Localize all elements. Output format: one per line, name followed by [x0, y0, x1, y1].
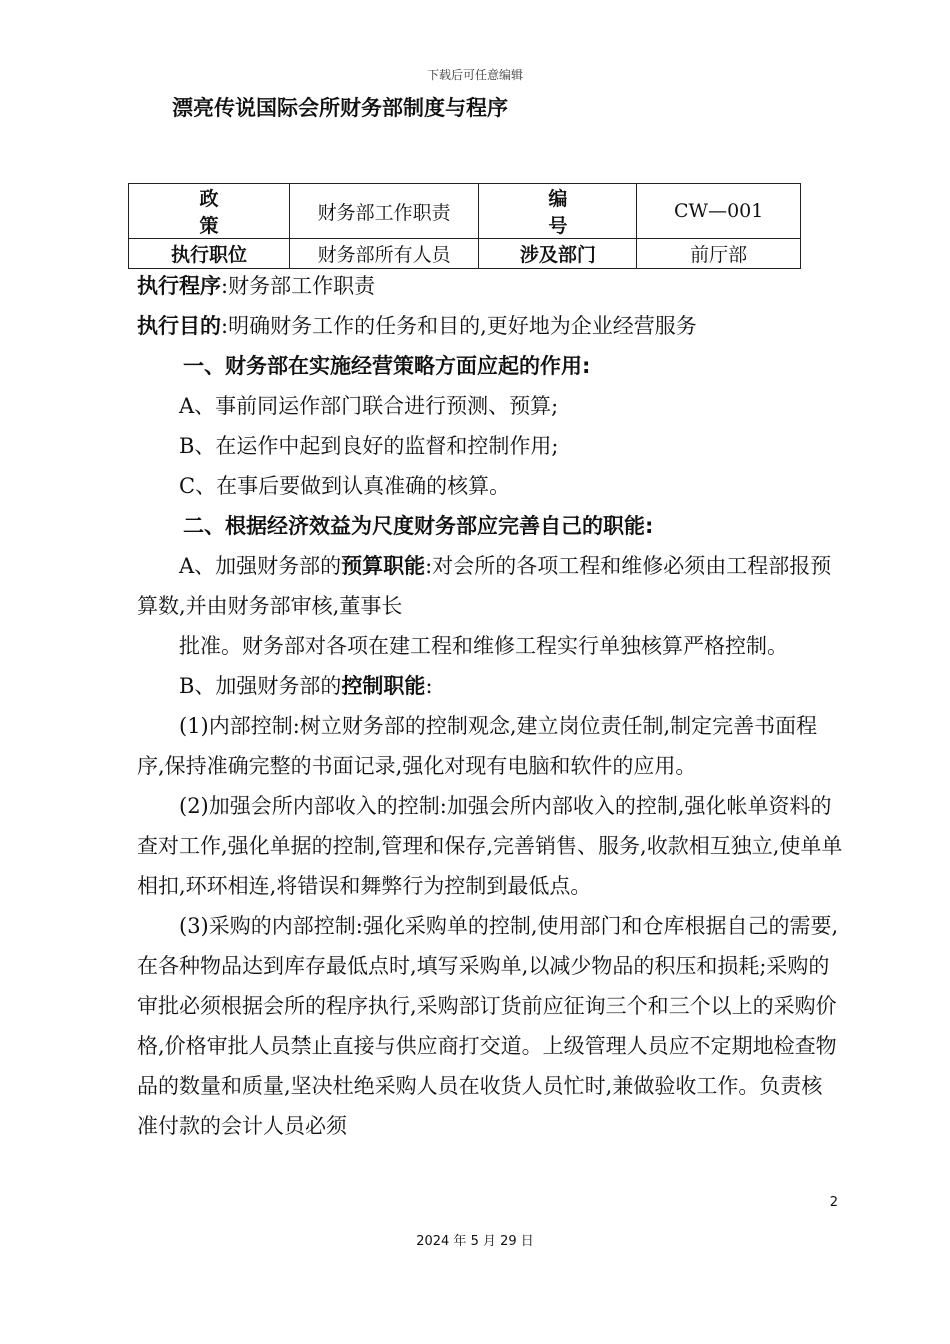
value-policy: 财务部工作职责 [289, 184, 478, 239]
budget-paragraph [137, 546, 843, 626]
footer-date: 2024 年 5 月 29 日 [416, 1234, 534, 1249]
procedure-line [137, 266, 843, 306]
control-paragraph [137, 666, 843, 706]
purpose-line [137, 306, 843, 346]
internal-control-paragraph: (1)内部控制:树立财务部的控制观念,建立岗位责任制,制定完善书面程序,保持准确完整的书面记录,强化对现有电脑和软件的应用。 [137, 714, 818, 778]
list-item: A、事前同运作部门联合进行预测、预算; [179, 394, 559, 418]
control-prefix: B、加强财务部的 [179, 674, 342, 698]
section-1-heading: 一、财务部在实施经营策略方面应起的作用: [183, 354, 591, 378]
control-suffix: : [425, 674, 433, 698]
list-item: C、在事后要做到认真准确的核算。 [179, 474, 511, 498]
value-code: CW—001 [637, 184, 801, 239]
procedure-value: :财务部工作职责 [221, 274, 376, 298]
purpose-value: :明确财务工作的任务和目的,更好地为企业经营服务 [221, 314, 697, 338]
list-item: B、在运作中起到良好的监督和控制作用; [179, 434, 559, 458]
purchasing-control-paragraph: (3)采购的内部控制:强化采购单的控制,使用部门和仓库根据自己的需要,在各种物品达到库存最低点时,填写采购单,以减少物品的积压和损耗;采购的审批必须根据会所的程序执行,采购部订货前应征询三个和三个以上的采购价格,价格审批人员禁止直接与供应商打交道。上级管理人员应不定期地检查物品的数量和质量,坚决杜绝采购人员在收货人员忙时,兼做验收工作。负责核准付款的会计人员必须 [137, 914, 839, 1138]
section-2-heading: 二、根据经济效益为尺度财务部应完善自己的职能: [183, 514, 654, 538]
value-department: 前厅部 [637, 239, 801, 269]
budget-function: 预算职能 [341, 554, 426, 578]
label-policy: 政策 [129, 184, 290, 239]
revenue-control-paragraph: (2)加强会所内部收入的控制:加强会所内部收入的控制,强化帐单资料的查对工作,强化单据的控制,管理和保存,完善销售、服务,收款相互独立,使单单相扣,环环相连,将错误和舞弊行为控制到最低点。 [137, 794, 843, 898]
table-row [129, 184, 801, 239]
info-table [128, 183, 801, 269]
purpose-label: 执行目的 [137, 314, 221, 338]
budget-prefix: A、加强财务部的 [179, 554, 342, 578]
label-position: 执行职位 [129, 239, 290, 269]
label-code: 编号 [479, 184, 637, 239]
page-number: 2 [829, 1195, 838, 1210]
header-note: 下载后可任意编辑 [426, 68, 523, 82]
budget-text: :对会所的各项工程和维修必须由工程部报预算数,并由财务部审核,董事长 [137, 554, 832, 618]
document-title: 漂亮传说国际会所财务部制度与程序 [172, 96, 508, 120]
table-row [129, 239, 801, 269]
procedure-label: 执行程序 [137, 274, 221, 298]
document-body [137, 266, 843, 1146]
value-position: 财务部所有人员 [289, 239, 478, 269]
budget-continuation: 批准。财务部对各项在建工程和维修工程实行单独核算严格控制。 [179, 634, 788, 658]
control-function: 控制职能 [341, 674, 426, 698]
label-department: 涉及部门 [479, 239, 637, 269]
